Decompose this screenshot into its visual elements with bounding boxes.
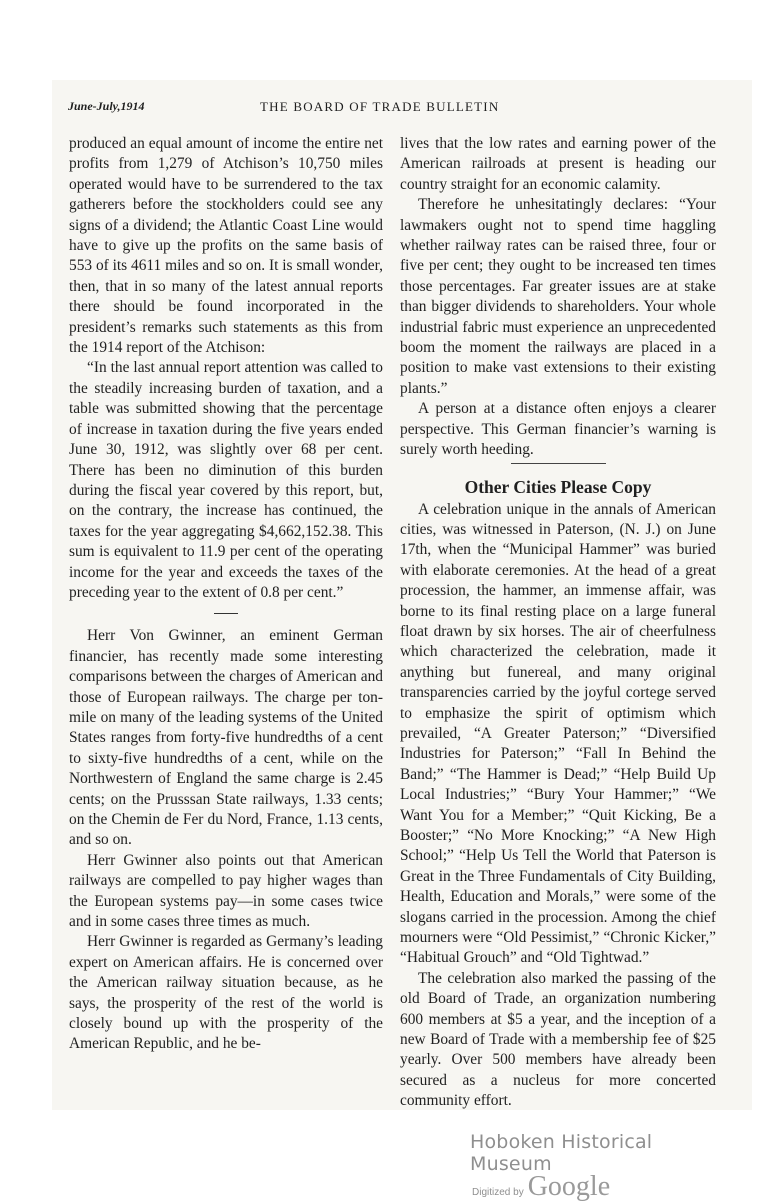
- issue-date: June-July,1914: [68, 99, 145, 113]
- running-head: [68, 99, 728, 119]
- right-column: [400, 134, 716, 1112]
- paragraph-von-gwinner: Herr Von Gwinner, an eminent German financier, has recently made some interesting comparisons between the charges of American and those of European railways. The charge per ton-mile on many of the leading systems of the United States ranges from forty-five hundredths of a cent to sixty-five hundredths of a cent, while on the Northwestern of England the same charge is 2.45 cents; on the Prusssan State railways, 1.33 cents; on the Chemin de Fer du Nord, France, 1.13 cents, and so on.: [69, 627, 383, 849]
- article-heading: Other Cities Please Copy: [464, 476, 652, 497]
- paragraph-perspective: A person at a distance often enjoys a clearer perspective. This German financier’s warning is surely worth heeding.: [400, 400, 716, 459]
- paragraph-board-of-trade: The celebration also marked the passing of the old Board of Trade, an organization numbering 600 members at $5 a year, and the inception of a new Board of Trade with a membership fee of $25 yearly. Over 500 members have already been secured as a nucleus for more concerted community effort.: [400, 969, 716, 1110]
- paragraph-wages: Herr Gwinner also points out that American railways are compelled to pay higher wages than the European systems pay—in some cases twice and in some cases three times as much.: [69, 851, 383, 931]
- paragraph-atchison-quote: “In the last annual report attention was called to the steadily increasing burden of taxation, and a table was submitted showing that the percentage of increase in taxation during the five years ended June 30, 1912, was slightly over 68 per cent. There has been no diminution of this burden during the fiscal year covered by this report, but, on the contrary, the increase has continued, the taxes for the year aggregating $4,662,152.38. This sum is equivalent to 11.9 per cent of the operating income for the year and exceeds the taxes of the preceding year to the extent of 0.8 per cent.”: [69, 359, 383, 601]
- paragraph-gwinner-expert: Herr Gwinner is regarded as Germany’s leading expert on American affairs. He is concerned over the American railway situation because, as he says, the prosperity of the rest of the world is closely bound up with the prosperity of the American Republic, and he be-: [69, 933, 383, 1053]
- google-logo: Google: [527, 1171, 611, 1202]
- paragraph-atchison-taxes: produced an equal amount of income the entire net profits from 1,279 of Atchison’s 10,750 miles operated would have to be surrendered to the tax gatherers before the stockholders could see any signs of a dividend; the Atlantic Coast Line would have to give up the profits on the same basis of 553 of its 4611 miles and so on. It is small wonder, then, that in so many of the latest annual reports there should be found incorporated in the president’s remarks such statements as this from the 1914 report of the Atchison:: [69, 135, 383, 357]
- paragraph-continuation: lives that the low rates and earning power of the American railroads at present is heading our country straight for an economic calamity.: [400, 135, 716, 193]
- paragraph-paterson-celebration: A celebration unique in the annals of American cities, was witnessed in Paterson, (N. J.) on June 17th, when the “Municipal Hammer” was buried with elaborate ceremonies. At the head of a great procession, the hammer, an immense affair, was borne to its final resting place on a large funeral float drawn by six horses. The air of cheerfulness which characterized the celebration, made it anything but funereal, and many original transparencies carried by the joyful cortege served to emphasize the spirit of optimism which prevailed, “A Greater Paterson;” “Diversified Industries for Paterson;” “Fall In Behind the Band;” “The Hammer is Dead;” “Help Build Up Local Industries;” “Bury Your Hammer;” “We Want You for a Member;” “Quit Kicking, Be a Booster;” “No More Knocking;” “A New High School;” “Help Us Tell the World that Paterson is Great in the Three Fundamentals of City Building, Health, Education and Morals,” were some of the slogans carried in the procession. Among the chief mourners were “Old Pessimist,” “Chronic Kicker,” “Habitual Grouch” and “Old Tightwad.”: [400, 500, 716, 967]
- publication-title: THE BOARD OF TRADE BULLETIN: [260, 99, 500, 114]
- digitization-watermark: [470, 1131, 740, 1200]
- museum-name: Hoboken Historical Museum: [470, 1131, 653, 1175]
- article-divider: [511, 463, 606, 464]
- paragraph-declaration: Therefore he unhesitatingly declares: “Your lawmakers ought not to spend time haggling whether railway rates can be raised three, four or five per cent; they ought to be increased ten times those percentages. Far greater issues are at stake than bigger dividends to shareholders. Your whole industrial fabric must experience an unprecedented boom the moment the railways are placed in a position to make vast extensions to their existing plants.”: [400, 196, 716, 397]
- section-divider: [214, 613, 238, 614]
- left-column: [69, 134, 383, 1055]
- google-credit: [470, 1171, 740, 1202]
- digitized-by-label: Digitized by: [472, 1187, 524, 1198]
